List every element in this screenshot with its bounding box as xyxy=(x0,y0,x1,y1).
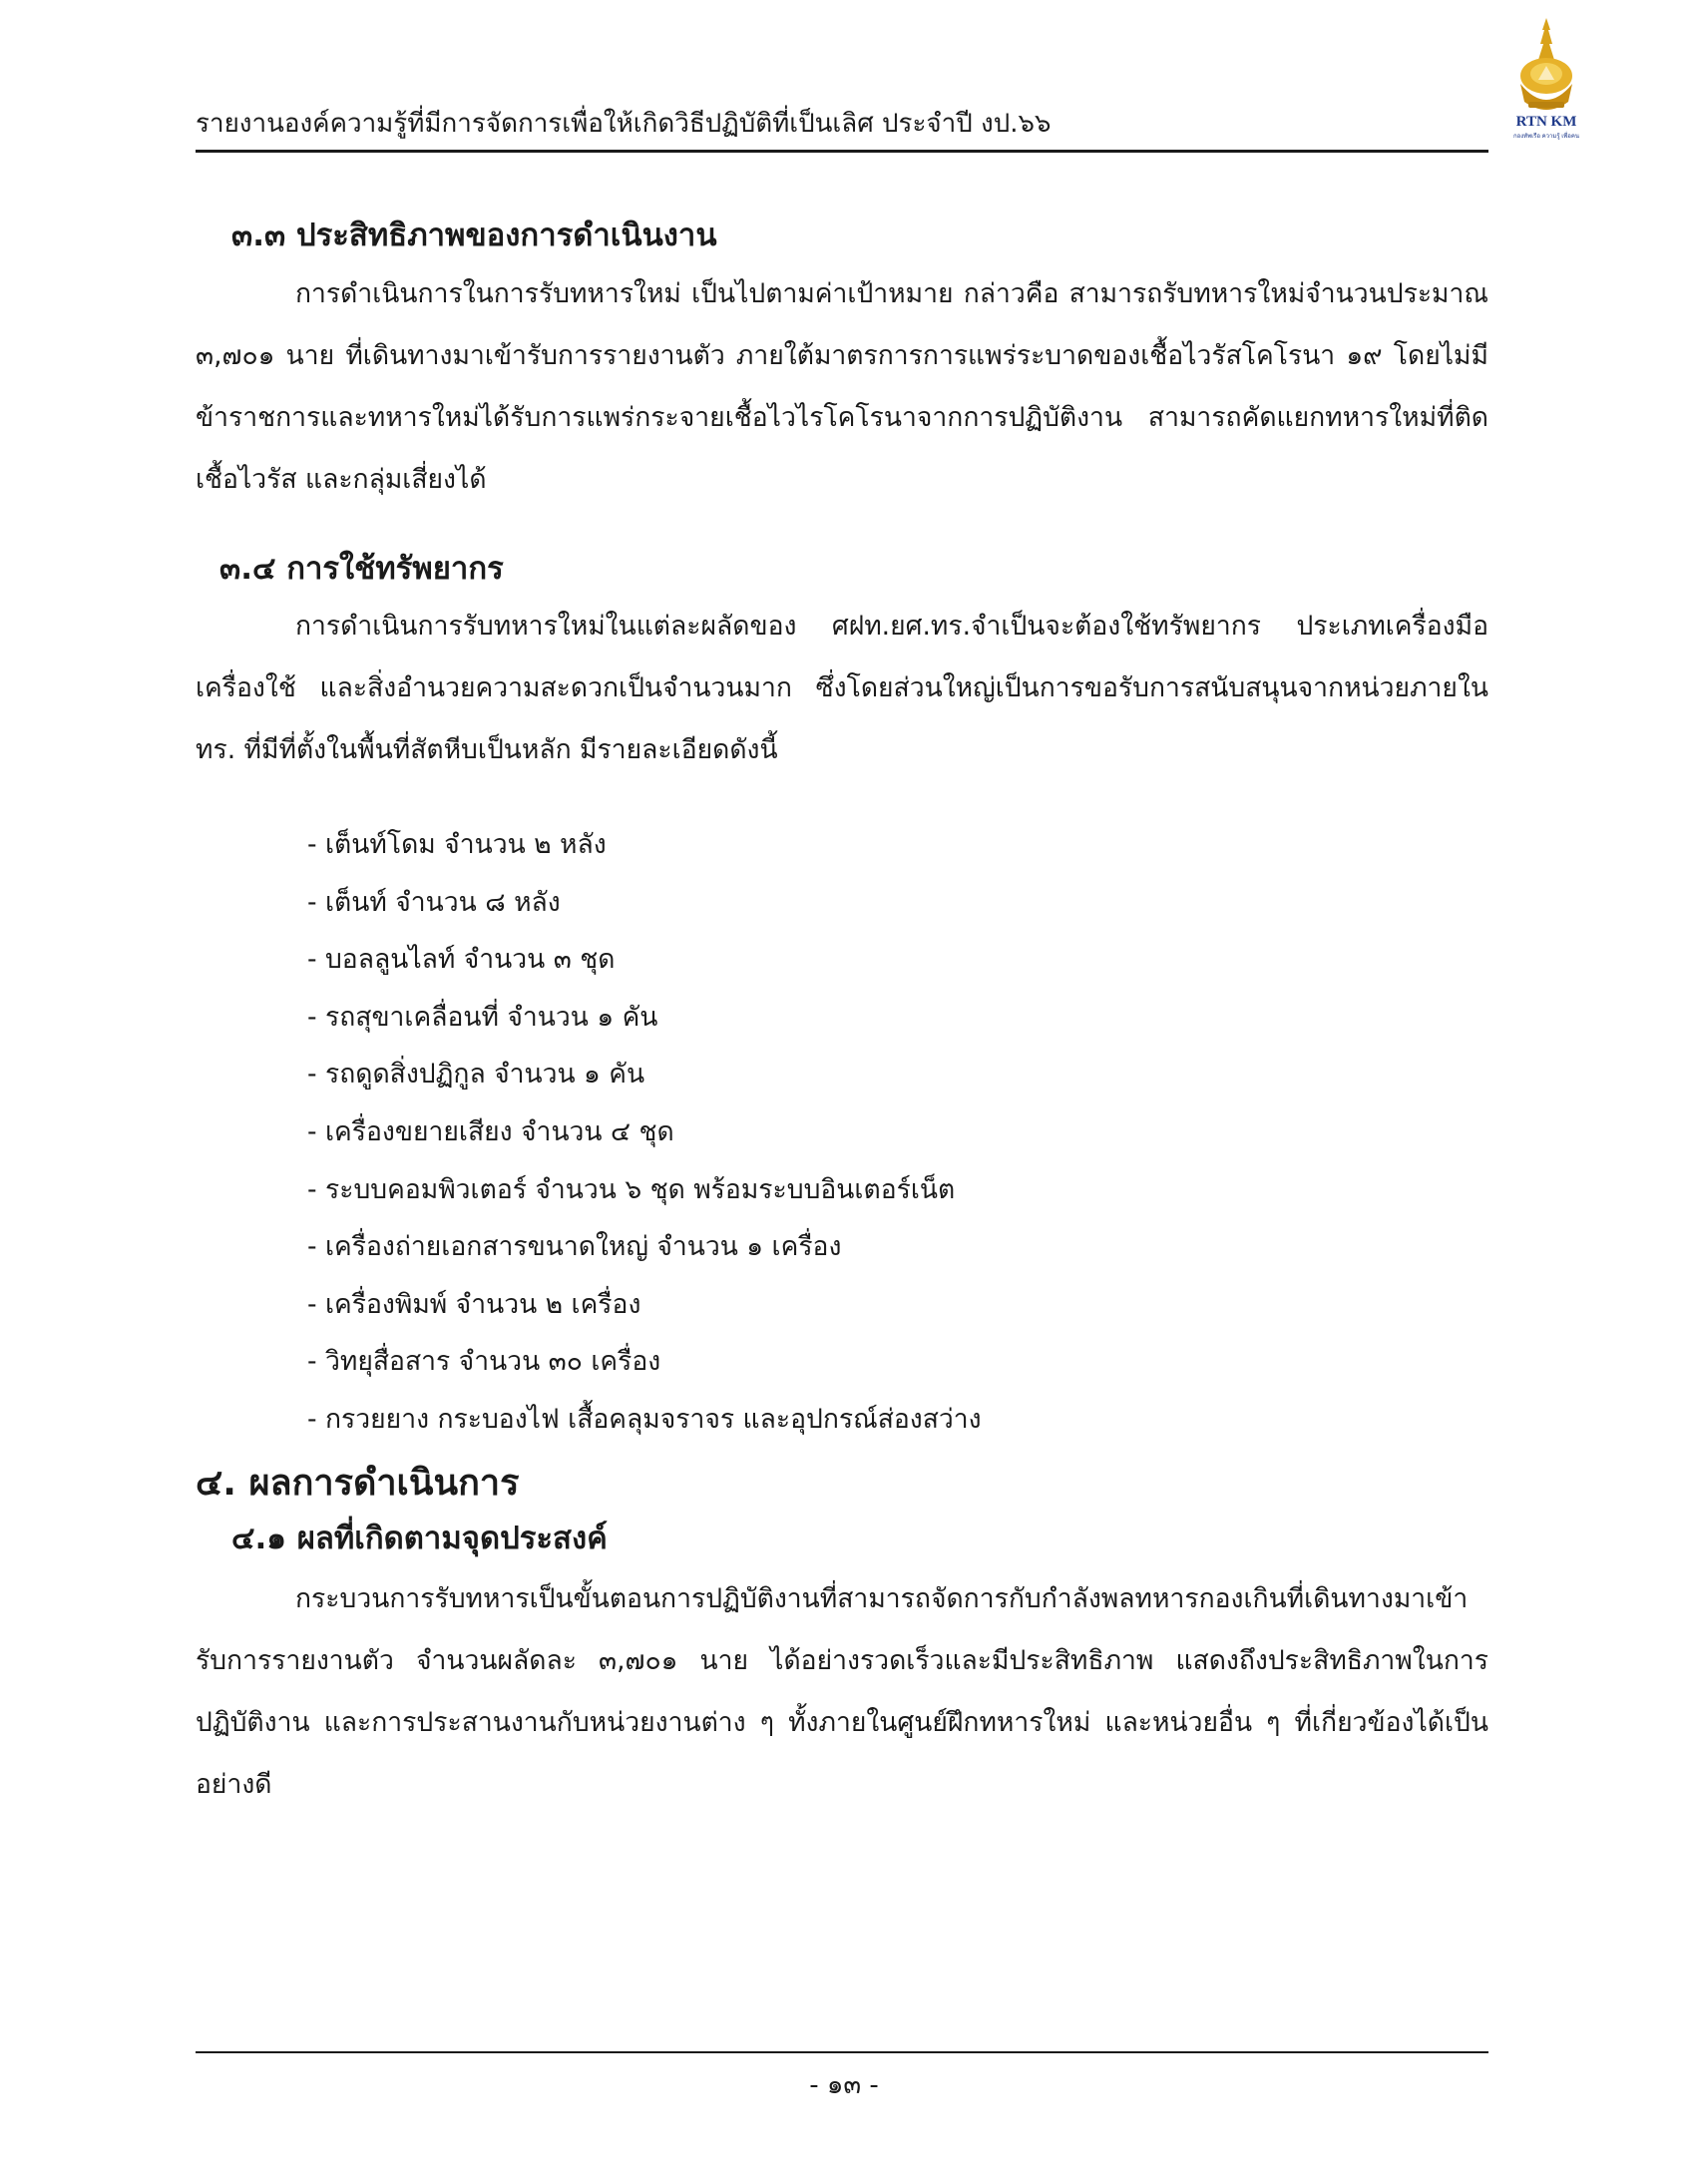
section-4-1-body: กระบวนการรับทหารเป็นขั้นตอนการปฏิบัติงานที่สามารถจัดการกับกำลังพลทหารกองเกินที่เดินทางมาเข้ารับการรายงานตัว จำนวนผลัดละ ๓,๗๐๑ นาย ได้อย่างรวดเร็วและมีประสิทธิภาพ แสดงถึงประสิทธิภาพในการปฏิบัติงาน และการประสานงานกับหน่วยงานต่าง ๆ ทั้งภายในศูนย์ฝึกทหารใหม่ และหน่วยอื่น ๆ ที่เกี่ยวข้องได้เป็นอย่างดี xyxy=(196,1583,1488,1800)
list-item: - เต็นท์ จำนวน ๘ หลัง xyxy=(307,886,561,918)
list-item: - ระบบคอมพิวเตอร์ จำนวน ๖ ชุด พร้อมระบบอินเตอร์เน็ต xyxy=(307,1173,956,1205)
list-item: - บอลลูนไลท์ จำนวน ๓ ชุด xyxy=(307,944,616,976)
section-4-1-heading: ๔.๑ ผลที่เกิดตามจุดประสงค์ xyxy=(231,1521,608,1556)
list-item: - วิทยุสื่อสาร จำนวน ๓๐ เครื่อง xyxy=(307,1346,661,1378)
logo-subtext: กองทัพเรือ ความรู้ เพื่อคน xyxy=(1513,134,1579,140)
list-item: - กรวยยาง กระบองไฟ เสื้อคลุมจราจร และอุปกรณ์ส่องสว่าง xyxy=(307,1403,982,1435)
list-item: - เครื่องขยายเสียง จำนวน ๔ ชุด xyxy=(307,1115,674,1147)
list-item: - เต็นท์โดม จำนวน ๒ หลัง xyxy=(307,829,607,860)
list-item: - รถดูดสิ่งปฏิกูล จำนวน ๑ คัน xyxy=(307,1059,645,1091)
resource-list xyxy=(307,816,982,1449)
section-3-4-heading: ๓.๔ การใช้ทรัพยากร xyxy=(219,551,504,587)
header-divider xyxy=(196,150,1488,153)
section-4-heading: ๔. ผลการดำเนินการ xyxy=(196,1463,520,1504)
page-number: - ๑๓ - xyxy=(809,2070,879,2100)
list-item: - เครื่องพิมพ์ จำนวน ๒ เครื่อง xyxy=(307,1288,641,1320)
list-item: - เครื่องถ่ายเอกสารขนาดใหญ่ จำนวน ๑ เครื่อง xyxy=(307,1231,842,1263)
rtn-km-logo xyxy=(1504,14,1588,142)
section-3-4-body: การดำเนินการรับทหารใหม่ในแต่ละผลัดของ ศฝท.ยศ.ทร.จำเป็นจะต้องใช้ทรัพยากร ประเภทเครื่องมือเครื่องใช้ และสิ่งอำนวยความสะดวกเป็นจำนวนมาก ซึ่งโดยส่วนใหญ่เป็นการขอรับการสนับสนุนจากหน่วยภายในทร. ที่มีที่ตั้งในพื้นที่สัตหีบเป็นหลัก มีรายละเอียดดังนี้ xyxy=(196,611,1488,765)
document-header-title: รายงานองค์ความรู้ที่มีการจัดการเพื่อให้เกิดวิธีปฏิบัติที่เป็นเลิศ ประจำปี งป.๖๖ xyxy=(196,109,1052,139)
footer-divider xyxy=(196,2051,1488,2053)
section-3-3-body: การดำเนินการในการรับทหารใหม่ เป็นไปตามค่าเป้าหมาย กล่าวคือ สามารถรับทหารใหม่จำนวนประมาณ ๓,๗๐๑ นาย ที่เดินทางมาเข้ารับการรายงานตัว ภายใต้มาตรการการแพร่ระบาดของเชื้อไวรัสโคโรนา ๑๙ โดยไม่มีข้าราชการและทหารใหม่ได้รับการแพร่กระจายเชื้อไวไรโคโรนาจากการปฏิบัติงาน สามารถคัดแยกทหารใหม่ที่ติดเชื้อไวรัส และกลุ่มเสี่ยงได้ xyxy=(196,278,1488,495)
section-3-3-heading: ๓.๓ ประสิทธิภาพของการดำเนินงาน xyxy=(231,218,717,253)
logo-text: RTN KM xyxy=(1515,114,1577,130)
list-item: - รถสุขาเคลื่อนที่ จำนวน ๑ คัน xyxy=(307,1001,658,1033)
crown-emblem-icon xyxy=(1520,18,1572,110)
